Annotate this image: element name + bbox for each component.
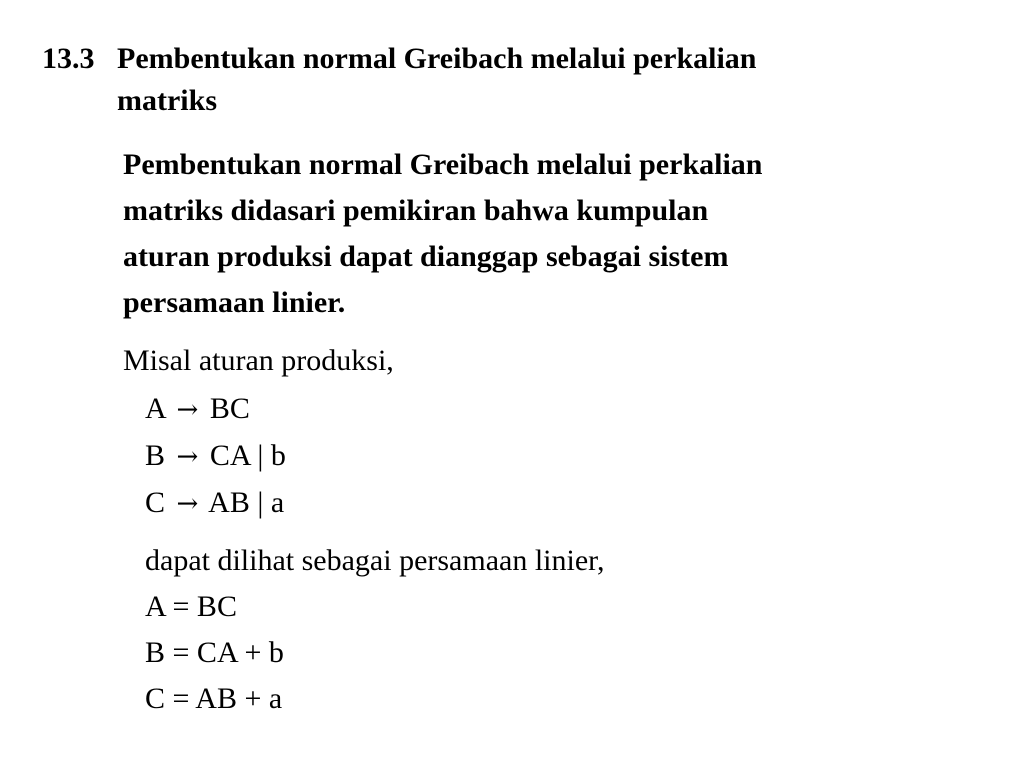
section-title-line-2: matriks bbox=[117, 84, 217, 117]
equation: A = BC bbox=[145, 590, 237, 623]
linear-equations bbox=[145, 584, 284, 722]
right-arrow-icon: → bbox=[176, 489, 199, 519]
equation: C = AB + a bbox=[145, 682, 283, 715]
rule-rhs: CA | b bbox=[209, 439, 286, 472]
section-heading bbox=[42, 38, 982, 122]
equations-intro: dapat dilihat sebagai persamaan linier, bbox=[145, 544, 605, 577]
rule-lhs: C bbox=[145, 486, 166, 519]
production-rule bbox=[145, 386, 286, 433]
body-paragraph bbox=[123, 142, 1003, 326]
right-arrow-icon: → bbox=[176, 395, 199, 425]
paragraph-line: Pembentukan normal Greibach melalui perkalian bbox=[123, 148, 763, 181]
rule-rhs: AB | a bbox=[208, 486, 285, 519]
rules-intro: Misal aturan produksi, bbox=[123, 344, 394, 377]
section-title-line-1: Pembentukan normal Greibach melalui perkalian bbox=[117, 42, 757, 75]
equation: B = CA + b bbox=[145, 636, 284, 669]
production-rule bbox=[145, 480, 286, 527]
rule-lhs: B bbox=[145, 439, 166, 472]
right-arrow-icon: → bbox=[176, 442, 199, 472]
production-rule bbox=[145, 433, 286, 480]
section-number: 13.3 bbox=[42, 42, 95, 75]
paragraph-line: aturan produksi dapat dianggap sebagai sistem bbox=[123, 240, 729, 273]
paragraph-line: matriks didasari pemikiran bahwa kumpulan bbox=[123, 194, 709, 227]
rule-lhs: A bbox=[145, 392, 166, 425]
rule-rhs: BC bbox=[209, 392, 250, 425]
production-rules bbox=[145, 386, 286, 527]
paragraph-line: persamaan linier. bbox=[123, 286, 346, 319]
